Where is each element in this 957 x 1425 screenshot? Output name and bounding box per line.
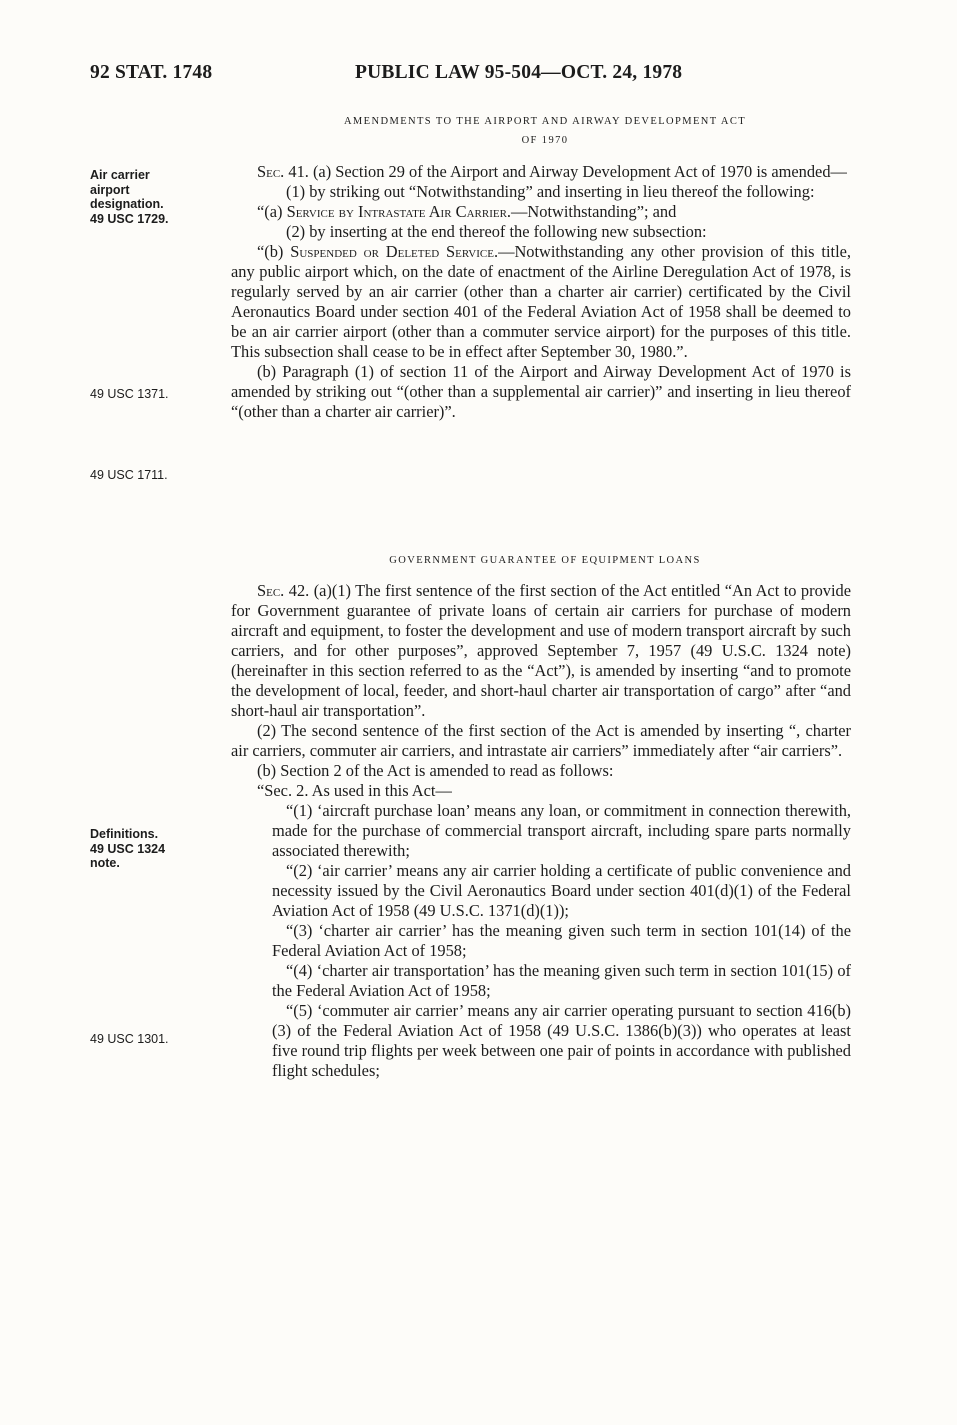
side-note-49-usc-1371: 49 USC 1371. [90,387,169,401]
side-note-line: note. [90,856,120,870]
definition-5: “(5) ‘commuter air carrier’ means any air carrier operating pursuant to section 416(b)(3) of the Federal Aviation Act of 1958 (49 U.S.C. 1386(b)(3)) who operates at least five round trip flights per week between one pair of points in accordance with published flight schedules; [272,1001,851,1080]
side-note-49-usc-1301: 49 USC 1301. [90,1032,169,1046]
stat-page-number: 92 STAT. 1748 [90,62,213,83]
section-42-heading: GOVERNMENT GUARANTEE OF EQUIPMENT LOANS [389,555,701,566]
quoted-subsection-b: “(b) Suspended or Deleted Service.—Notwithstanding any other provision of this title, any public airport which, on the date of enactment of the Airline Deregulation Act of 1978, is regularly served by an air carrier (other than a charter air carrier) certificated by the Civil Aeronautics Board under section 401 of the Federal Aviation Act of 1958 shall be deemed to be an air carrier airport (other than a commuter service airport) for the purposes of this title. This subsection shall cease to be in effect after September 30, 1980.”. [231,242,851,361]
side-note-line: airport [90,182,130,197]
law-title: PUBLIC LAW 95-504—OCT. 24, 1978 [355,62,683,83]
definition-3: “(3) ‘charter air carrier’ has the meaning given such term in section 101(14) of the Federal Aviation Act of 1958; [272,921,851,960]
subsection-title: Service by Intrastate Air Carrier. [286,202,512,221]
side-note-air-carrier-airport [90,168,169,226]
side-note-line: Air carrier [90,168,150,182]
subsection-title: Suspended or Deleted Service. [290,242,499,261]
paragraph-a2: (2) The second sentence of the first section of the Act is amended by inserting “, charter air carriers, commuter air carriers, and intrastate air carriers” immediately after “air carriers”. [231,721,851,760]
paragraph-b: (b) Paragraph (1) of section 11 of the Airport and Airway Development Act of 1970 is amended by striking out “(other than a supplemental air carrier)” and inserting in lieu thereof “(other than a charter air carrier)”. [231,362,851,421]
section-42-body [231,581,851,1081]
definition-1: “(1) ‘aircraft purchase loan’ means any loan, or commitment in connection therewith, made for the purchase of commercial transport aircraft, including spare parts normally associated therewith; [272,801,851,860]
heading-line: AMENDMENTS TO THE AIRPORT AND AIRWAY DEVELOPMENT ACT [343,116,747,127]
definition-2: “(2) ‘air carrier’ means any air carrier holding a certificate of public convenience and necessity issued by the Civil Aeronautics Board under section 401(d)(1) of the Federal Aviation Act of 1958 (49 U.S.C. 1371(d)(1)); [272,861,851,920]
side-note-line: 49 USC 1729. [90,211,169,226]
side-note-line: 49 USC 1324 [90,841,166,856]
paragraph-b: (b) Section 2 of the Act is amended to read as follows: [257,761,614,780]
item-2: (2) by inserting at the end thereof the following new subsection: [286,222,707,241]
side-note-line: Definitions. [90,827,159,841]
item-1: (1) by striking out “Notwithstanding” and inserting in lieu thereof the following: [286,182,815,201]
sec-label: Sec. [257,162,285,181]
paragraph-a1: Sec. 42. (a)(1) The first sentence of the first section of the Act entitled “An Act to provide for Government guarantee of private loans of certain air carriers for purchase of modern aircraft and equipment, to foster the development and use of modern transport aircraft by such carriers, and for other purposes”, approved September 7, 1957 (49 U.S.C. 1324 note) (hereinafter in this section referred to as the “Act”), is amended by inserting “and to promote the development of local, feeder, and short-haul charter air transportation of cargo” after “and short-haul air transportation”. [231,581,851,720]
side-note-49-usc-1711: 49 USC 1711. [90,468,168,482]
side-note-line: designation. [90,197,164,211]
section-41-heading [225,112,865,150]
sec-label: Sec. [257,581,285,600]
section-2-opening: “Sec. 2. As used in this Act— [257,781,452,800]
quoted-subsection-a: “(a) Service by Intrastate Air Carrier.—Notwithstanding”; and [257,202,677,221]
side-note-definitions [90,827,165,871]
heading-line: OF 1970 [521,135,569,146]
definition-4: “(4) ‘charter air transportation’ has the meaning given such term in section 101(15) of the Federal Aviation Act of 1958; [272,961,851,1000]
section-41-intro: Sec. 41. (a) Section 29 of the Airport and Airway Development Act of 1970 is amended— [257,162,847,181]
section-41-body [231,162,851,422]
